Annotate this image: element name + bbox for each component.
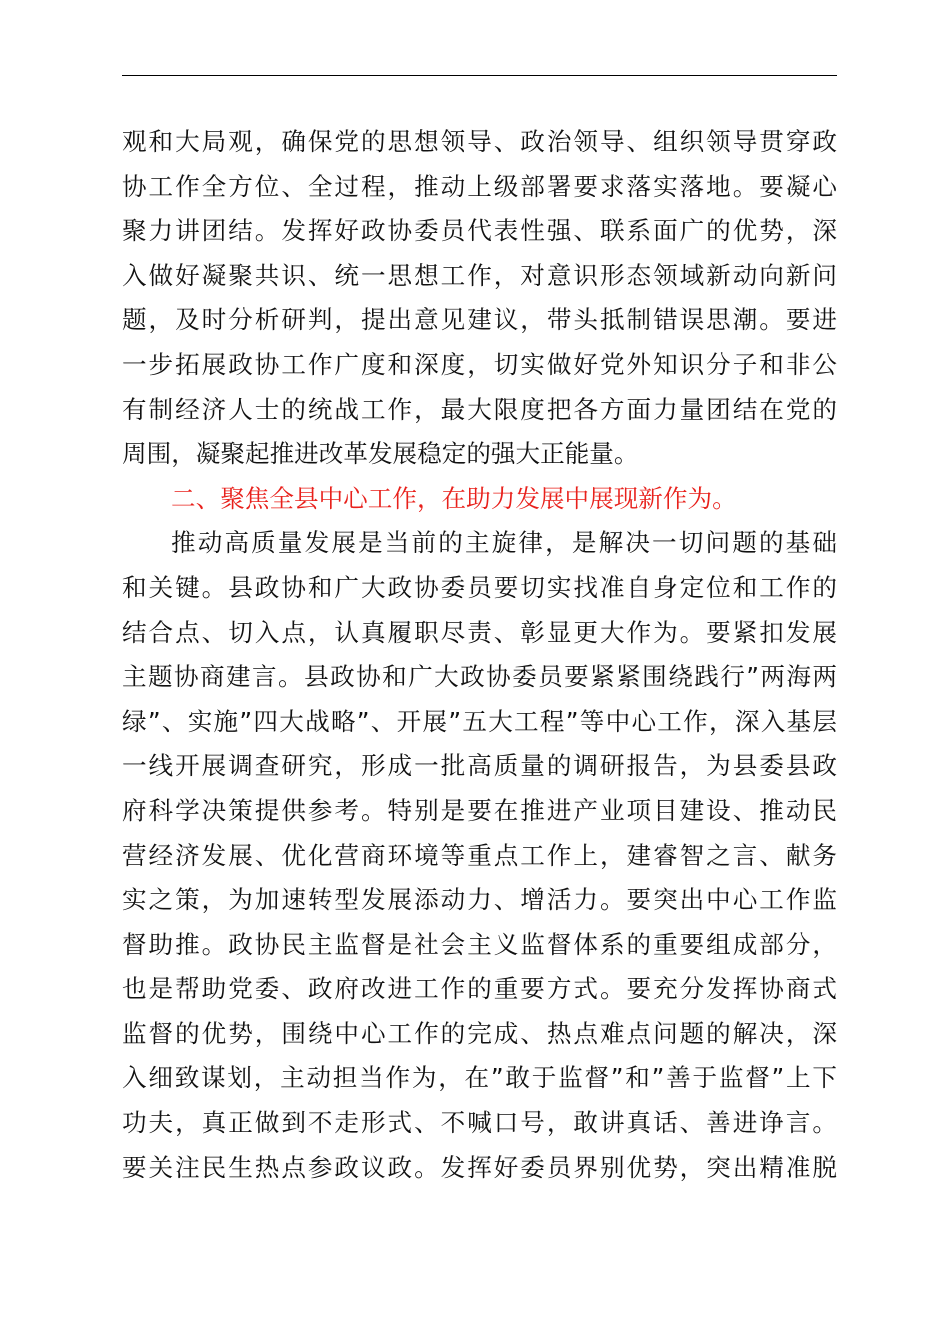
text-line: 要关注民生热点参政议政。发挥好委员界别优势，突出精准脱 bbox=[122, 1152, 837, 1182]
text-line: 一步拓展政协工作广度和深度，切实做好党外知识分子和非公 bbox=[122, 349, 837, 379]
text-line: 协工作全方位、全过程，推动上级部署要求落实落地。要凝心 bbox=[122, 171, 837, 201]
text-line: 推动高质量发展是当前的主旋律，是解决一切问题的基础 bbox=[171, 528, 837, 558]
text-line: 有制经济人士的统战工作，最大限度把各方面力量团结在党的 bbox=[122, 394, 837, 424]
header-rule bbox=[122, 75, 837, 76]
text-line: 功夫，真正做到不走形式、不喊口号，敢讲真话、善进诤言。 bbox=[122, 1108, 837, 1138]
text-line: 入细致谋划，主动担当作为，在”敢于监督”和”善于监督”上下 bbox=[122, 1063, 837, 1093]
text-line: 周围，凝聚起推进改革发展稳定的强大正能量。 bbox=[122, 439, 639, 469]
text-line: 一线开展调查研究，形成一批高质量的调研报告，为县委县政 bbox=[122, 751, 837, 781]
text-line: 题，及时分析研判，提出意见建议，带头抵制错误思潮。要进 bbox=[122, 305, 837, 335]
text-line: 绿”、实施”四大战略”、开展”五大工程”等中心工作，深入基层 bbox=[122, 706, 837, 736]
text-line: 入做好凝聚共识、统一思想工作，对意识形态领域新动向新问 bbox=[122, 260, 837, 290]
text-line: 营经济发展、优化营商环境等重点工作上，建睿智之言、献务 bbox=[122, 840, 837, 870]
text-line: 督助推。政协民主监督是社会主义监督体系的重要组成部分， bbox=[122, 929, 837, 959]
text-line: 聚力讲团结。发挥好政协委员代表性强、联系面广的优势，深 bbox=[122, 216, 837, 246]
text-line: 结合点、切入点，认真履职尽责、彰显更大作为。要紧扣发展 bbox=[122, 617, 837, 647]
text-line: 也是帮助党委、政府改进工作的重要方式。要充分发挥协商式 bbox=[122, 974, 837, 1004]
section-heading: 二、聚焦全县中心工作，在助力发展中展现新作为。 bbox=[171, 483, 737, 513]
text-line: 府科学决策提供参考。特别是要在推进产业项目建设、推动民 bbox=[122, 795, 837, 825]
text-line: 观和大局观，确保党的思想领导、政治领导、组织领导贯穿政 bbox=[122, 127, 837, 156]
body-text bbox=[122, 120, 837, 1190]
text-line: 实之策，为加速转型发展添动力、增活力。要突出中心工作监 bbox=[122, 885, 837, 915]
text-line: 主题协商建言。县政协和广大政协委员要紧紧围绕践行”两海两 bbox=[122, 662, 837, 692]
text-line: 监督的优势，围绕中心工作的完成、热点难点问题的解决，深 bbox=[122, 1018, 837, 1048]
text-line: 和关键。县政协和广大政协委员要切实找准自身定位和工作的 bbox=[122, 572, 837, 602]
